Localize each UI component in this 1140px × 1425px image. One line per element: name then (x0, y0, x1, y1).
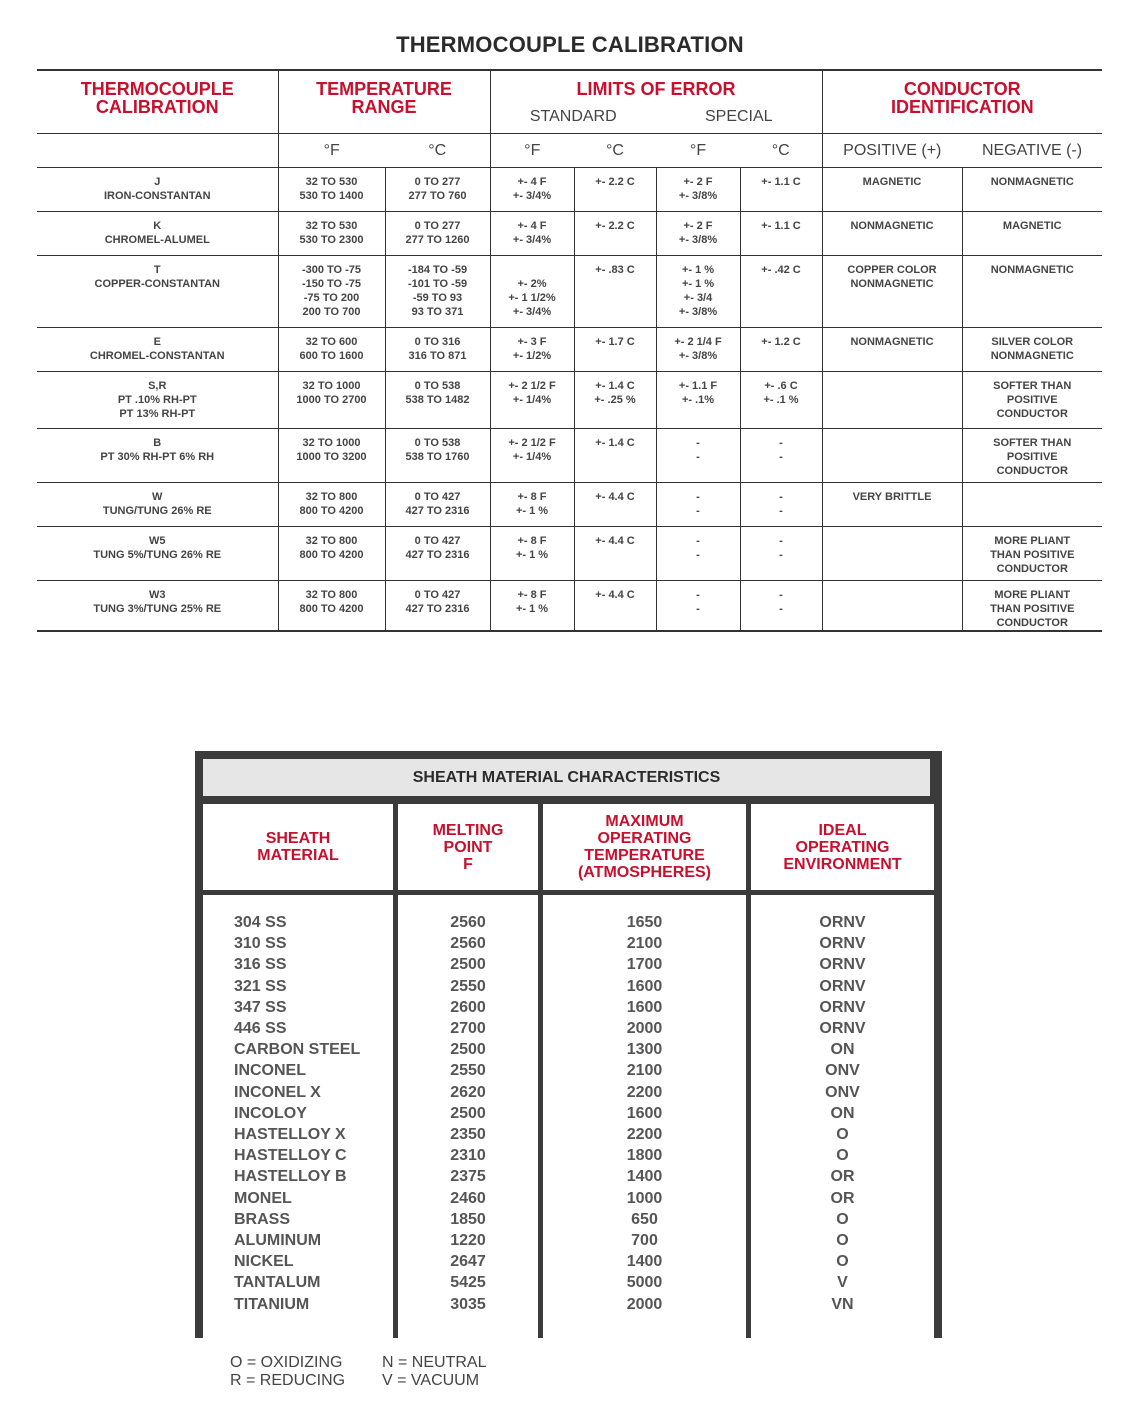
sheath-material-value: HASTELLOY B (234, 1168, 347, 1186)
legend-reducing: R = REDUCING (230, 1372, 346, 1389)
cell-std-c: +- 4.4 C (574, 483, 656, 527)
cell-range-f: 32 TO 530 530 TO 1400 (278, 168, 385, 212)
cell-negative: MAGNETIC (962, 212, 1102, 256)
header-conductor-label: CONDUCTOR IDENTIFICATION (890, 79, 1034, 117)
sheath-max-temp-value: 650 (631, 1210, 658, 1228)
sheath-melting-point-value: 2620 (450, 1083, 486, 1101)
cell-positive (822, 372, 962, 429)
cell-special-f: +- 1 % +- 1 % +- 3/4 +- 3/8% (656, 256, 740, 328)
cell-type-name: W5 TUNG 5%/TUNG 26% RE (37, 527, 278, 581)
sheath-environment-value: O (836, 1210, 849, 1228)
sheath-table (195, 751, 942, 1338)
cell-positive: COPPER COLOR NONMAGNETIC (822, 256, 962, 328)
cell-std-f: +- 3 F +- 1/2% (490, 328, 574, 372)
cell-std-c: +- 4.4 C (574, 527, 656, 581)
sheath-material-value: 347 SS (234, 998, 287, 1016)
sheath-max-temp-value: 1400 (626, 1253, 663, 1271)
sheath-header-melting-label: MELTING POINT F (432, 821, 504, 873)
cell-std-c: +- .83 C (574, 256, 656, 328)
cell-negative: NONMAGNETIC (962, 256, 1102, 328)
sheath-material-column (203, 895, 393, 1347)
sheath-environment-value: OR (830, 1168, 855, 1186)
sheath-environment-value: ORNV (819, 977, 866, 995)
unit-positive: POSITIVE (+) (822, 134, 962, 168)
sheath-melting-point-value: 2500 (450, 1041, 486, 1059)
cell-type-name: S,R PT .10% RH-PT PT 13% RH-PT (37, 372, 278, 429)
sheath-melting-point-value: 2600 (450, 998, 486, 1016)
sheath-material-value: INCOLOY (234, 1104, 307, 1122)
sheath-header-maxtemp-label: MAXIMUM OPERATING TEMPERATURE (ATMOSPHERES) (577, 813, 712, 881)
cell-type-name: J IRON-CONSTANTAN (37, 168, 278, 212)
sheath-melting-point-value: 2460 (450, 1189, 486, 1207)
page-title: THERMOCOUPLE CALIBRATION (396, 32, 744, 57)
sheath-melting-point-value: 3035 (450, 1295, 486, 1313)
table-row (37, 372, 1102, 429)
cell-range-f: 32 TO 1000 1000 TO 2700 (278, 372, 385, 429)
header-row (37, 70, 1102, 134)
cell-range-c: 0 TO 538 538 TO 1760 (385, 429, 490, 483)
sheath-max-temp-value: 1800 (626, 1147, 663, 1165)
cell-range-f: 32 TO 1000 1000 TO 3200 (278, 429, 385, 483)
cell-special-c: +- 1.1 C (740, 212, 822, 256)
sheath-max-temp-value: 2000 (626, 1020, 663, 1038)
cell-std-f: +- 2% +- 1 1/2% +- 3/4% (490, 256, 574, 328)
sheath-material-value: 446 SS (234, 1020, 287, 1038)
sheath-max-temp-value: 1300 (626, 1041, 663, 1059)
sheath-environment-value: ORNV (819, 1020, 866, 1038)
cell-range-f: 32 TO 530 530 TO 2300 (278, 212, 385, 256)
table-row (37, 328, 1102, 372)
unit-sp-f: °F (656, 134, 740, 168)
cell-std-c: +- 2.2 C (574, 212, 656, 256)
cell-std-c: +- 1.7 C (574, 328, 656, 372)
sheath-melting-point-value: 2310 (450, 1147, 486, 1165)
sheath-environment-value: O (836, 1253, 849, 1271)
sheath-environment-column (751, 895, 934, 1347)
cell-range-c: 0 TO 316 316 TO 871 (385, 328, 490, 372)
cell-special-f: - - (656, 429, 740, 483)
unit-std-f: °F (490, 134, 574, 168)
cell-negative: MORE PLIANT THAN POSITIVE CONDUCTOR (962, 581, 1102, 632)
sheath-environment-value: ORNV (819, 956, 866, 974)
sheath-max-temp-value: 1600 (626, 1104, 663, 1122)
sheath-max-temp-value: 1400 (626, 1168, 663, 1186)
unit-std-c: °C (574, 134, 656, 168)
sheath-environment-value: O (836, 1126, 849, 1144)
cell-special-f: +- 2 F +- 3/8% (656, 212, 740, 256)
cell-positive: VERY BRITTLE (822, 483, 962, 527)
cell-type-name: W3 TUNG 3%/TUNG 25% RE (93, 589, 222, 615)
header-standard: STANDARD (529, 108, 617, 125)
sheath-max-temp-value: 1600 (626, 998, 663, 1016)
cell-range-f: 32 TO 800 800 TO 4200 (278, 581, 385, 632)
sheath-header-material-label: SHEATH MATERIAL (257, 830, 339, 864)
cell-range-f: -300 TO -75 -150 TO -75 -75 TO 200 200 TO 700 (278, 256, 385, 328)
cell-type-name: W TUNG/TUNG 26% RE (37, 483, 278, 527)
sheath-maxtemp-column (543, 895, 746, 1347)
units-empty (37, 134, 278, 168)
cell-range-f: 32 TO 800 800 TO 4200 (278, 527, 385, 581)
sheath-environment-value: O (836, 1232, 849, 1250)
cell-std-f: +- 8 F +- 1 % (490, 527, 574, 581)
table-row (37, 483, 1102, 527)
sheath-material-value: HASTELLOY C (234, 1147, 347, 1165)
cell-special-c: - - (740, 527, 822, 581)
sheath-material-value: 316 SS (234, 956, 287, 974)
sheath-environment-value: V (837, 1274, 848, 1292)
sheath-max-temp-value: 2000 (626, 1295, 663, 1313)
sheath-material-value: INCONEL X (234, 1083, 321, 1101)
sheath-melting-point-value: 2500 (450, 1104, 486, 1122)
header-conductor (822, 70, 1102, 134)
sheath-melting-point-value: 5425 (450, 1274, 486, 1292)
sheath-material-value: HASTELLOY X (234, 1126, 346, 1144)
sheath-environment-value: ONV (825, 1083, 860, 1101)
sheath-material-value: 321 SS (234, 977, 287, 995)
sheath-max-temp-value: 2100 (626, 935, 663, 953)
sheath-material-value: TANTALUM (234, 1274, 321, 1292)
cell-positive (822, 527, 962, 581)
cell-special-c: - - (740, 581, 822, 632)
cell-special-f: - - (656, 527, 740, 581)
sheath-environment-value: OR (830, 1189, 855, 1207)
cell-range-c: 0 TO 277 277 TO 760 (385, 168, 490, 212)
table-row (37, 256, 1102, 328)
unit-range-c: °C (385, 134, 490, 168)
sheath-environment-value: O (836, 1147, 849, 1165)
header-calibration-label: THERMOCOUPLE CALIBRATION (80, 79, 234, 117)
cell-negative (962, 483, 1102, 527)
cell-std-f: +- 4 F +- 3/4% (490, 212, 574, 256)
sheath-melting-point-value: 1220 (450, 1232, 486, 1250)
cell-std-f: +- 2 1/2 F +- 1/4% (490, 372, 574, 429)
cell-special-c: +- .42 C (740, 256, 822, 328)
sheath-material-value: INCONEL (234, 1062, 306, 1080)
sheath-melting-column (398, 895, 538, 1347)
cell-special-f: +- 1.1 F +- .1% (656, 372, 740, 429)
cell-std-f: +- 2 1/2 F +- 1/4% (490, 429, 574, 483)
cell-range-f: 32 TO 600 600 TO 1600 (278, 328, 385, 372)
cell-std-c: +- 1.4 C (574, 429, 656, 483)
unit-range-f: °F (278, 134, 385, 168)
cell-special-f: +- 2 1/4 F +- 3/8% (656, 328, 740, 372)
sheath-melting-point-value: 2375 (450, 1168, 486, 1186)
header-calibration (37, 70, 278, 134)
unit-sp-c: °C (740, 134, 822, 168)
cell-negative: SILVER COLOR NONMAGNETIC (962, 328, 1102, 372)
sheath-max-temp-value: 2200 (626, 1126, 663, 1144)
table-row (37, 429, 1102, 483)
sheath-max-temp-value: 1700 (626, 956, 663, 974)
cell-std-c: +- 4.4 C (574, 581, 656, 632)
header-limits-label: LIMITS OF ERROR (576, 79, 736, 99)
cell-std-f: +- 4 F +- 3/4% (490, 168, 574, 212)
cell-special-f: +- 2 F +- 3/8% (656, 168, 740, 212)
cell-negative: SOFTER THAN POSITIVE CONDUCTOR (962, 372, 1102, 429)
cell-std-c: +- 2.2 C (574, 168, 656, 212)
sheath-melting-point-value: 2560 (450, 935, 486, 953)
cell-special-c: - - (740, 483, 822, 527)
cell-range-c: 0 TO 427 427 TO 2316 (385, 581, 490, 632)
sheath-max-temp-value: 5000 (626, 1274, 663, 1292)
header-range-label: TEMPERATURE RANGE (316, 79, 452, 117)
cell-special-c: +- .6 C +- .1 % (740, 372, 822, 429)
sheath-melting-point-value: 2560 (450, 914, 486, 931)
cell-negative: MORE PLIANT THAN POSITIVE CONDUCTOR (962, 527, 1102, 581)
cell-positive (822, 429, 962, 483)
cell-range-c: 0 TO 427 427 TO 2316 (385, 483, 490, 527)
cell-positive (822, 581, 962, 632)
sheath-environment-value: ONV (825, 1062, 860, 1080)
sheath-header-melting (398, 804, 538, 890)
cell-type-name: B PT 30% RH-PT 6% RH (37, 429, 278, 483)
cell-special-c: - - (740, 429, 822, 483)
legend-oxidizing: O = OXIDIZING (230, 1354, 343, 1371)
sheath-material-value: CARBON STEEL (234, 1041, 361, 1059)
cell-special-c: +- 1.1 C (740, 168, 822, 212)
sheath-melting-point-value: 2550 (450, 977, 486, 995)
sheath-header-maxtemp (543, 804, 746, 890)
sheath-environment-value: ON (830, 1041, 855, 1059)
sheath-environment-value: ON (830, 1104, 855, 1122)
sheath-max-temp-value: 700 (631, 1232, 658, 1250)
table-row (37, 581, 1102, 632)
sheath-header-environment (751, 804, 934, 890)
sheath-melting-point-value: 2647 (450, 1253, 486, 1271)
cell-type-name: E CHROMEL-CONSTANTAN (37, 328, 278, 372)
table-row (37, 168, 1102, 212)
unit-negative: NEGATIVE (-) (962, 134, 1102, 168)
sheath-material-value: NICKEL (234, 1253, 294, 1271)
cell-std-f: +- 8 F +- 1 % (490, 483, 574, 527)
sheath-melting-point-value: 1850 (450, 1210, 486, 1228)
header-limits (490, 70, 822, 134)
sheath-max-temp-value: 1650 (626, 914, 663, 931)
sheath-max-temp-value: 2200 (626, 1083, 663, 1101)
cell-std-c: +- 1.4 C +- .25 % (574, 372, 656, 429)
thermocouple-rows (37, 168, 1102, 632)
sheath-environment-value: ORNV (819, 914, 866, 931)
cell-positive: MAGNETIC (822, 168, 962, 212)
cell-range-c: 0 TO 427 427 TO 2316 (385, 527, 490, 581)
table-row (37, 212, 1102, 256)
cell-std-f: +- 8 F +- 1 % (490, 581, 574, 632)
sheath-title: SHEATH MATERIAL CHARACTERISTICS (203, 759, 930, 796)
legend-neutral: N = NEUTRAL (382, 1354, 487, 1371)
cell-range-c: 0 TO 277 277 TO 1260 (385, 212, 490, 256)
cell-positive: NONMAGNETIC (822, 212, 962, 256)
units-row (37, 134, 1102, 168)
sheath-max-temp-value: 1600 (626, 977, 663, 995)
cell-positive: NONMAGNETIC (822, 328, 962, 372)
cell-special-c: +- 1.2 C (740, 328, 822, 372)
cell-type-name: T COPPER-CONSTANTAN (37, 256, 278, 328)
cell-special-f: - - (656, 483, 740, 527)
sheath-max-temp-value: 2100 (626, 1062, 663, 1080)
cell-range-c: -184 TO -59 -101 TO -59 -59 TO 93 93 TO 371 (385, 256, 490, 328)
header-special: SPECIAL (704, 108, 773, 125)
sheath-melting-point-value: 2350 (450, 1126, 486, 1144)
cell-range-f: 32 TO 800 800 TO 4200 (278, 483, 385, 527)
cell-negative: NONMAGNETIC (962, 168, 1102, 212)
sheath-material-value: TITANIUM (234, 1295, 310, 1313)
sheath-environment-value: VN (831, 1295, 854, 1313)
sheath-header-environment-label: IDEAL OPERATING ENVIRONMENT (783, 821, 902, 873)
sheath-material-value: MONEL (234, 1189, 292, 1207)
sheath-melting-point-value: 2500 (450, 956, 486, 974)
sheath-melting-point-value: 2700 (450, 1020, 486, 1038)
sheath-header-material (203, 804, 393, 890)
thermocouple-table (37, 69, 1102, 632)
sheath-melting-point-value: 2550 (450, 1062, 486, 1080)
cell-negative: SOFTER THAN POSITIVE CONDUCTOR (962, 429, 1102, 483)
sheath-material-value: 304 SS (234, 914, 287, 931)
legend-vacuum: V = VACUUM (382, 1372, 480, 1389)
sheath-material-value: ALUMINUM (234, 1232, 322, 1250)
header-range (278, 70, 490, 134)
cell-range-c: 0 TO 538 538 TO 1482 (385, 372, 490, 429)
sheath-material-value: BRASS (234, 1210, 291, 1228)
cell-special-f: - - (656, 581, 740, 632)
sheath-material-value: 310 SS (234, 935, 287, 953)
sheath-environment-value: ORNV (819, 998, 866, 1016)
table-row (37, 527, 1102, 581)
sheath-environment-value: ORNV (819, 935, 866, 953)
cell-type-name: K CHROMEL-ALUMEL (37, 212, 278, 256)
sheath-max-temp-value: 1000 (626, 1189, 663, 1207)
